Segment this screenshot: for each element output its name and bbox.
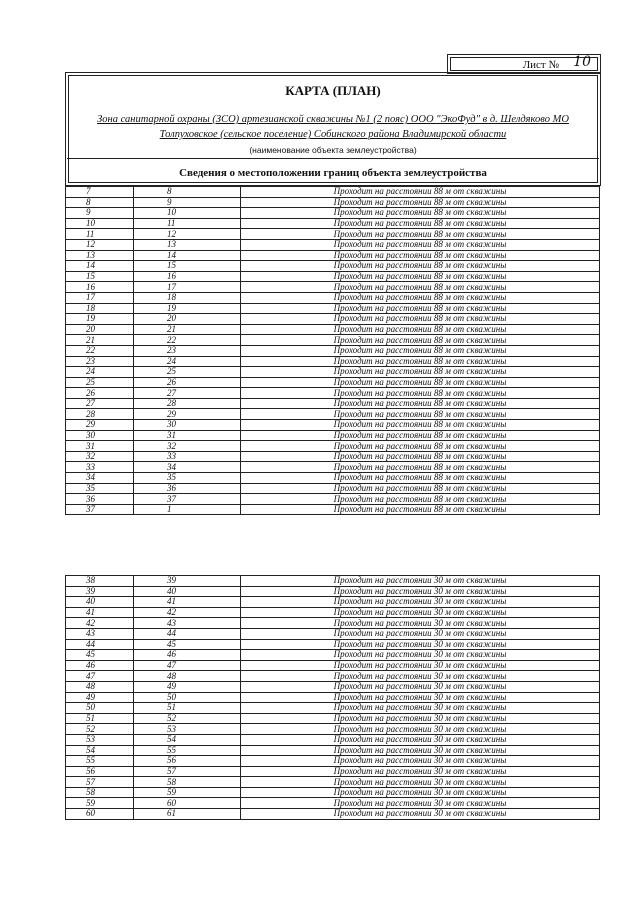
point-from: 22 — [66, 345, 134, 356]
point-from: 45 — [66, 650, 134, 661]
boundary-description: Проходит на расстоянии 88 м от скважины — [241, 462, 600, 473]
table-row — [66, 766, 600, 777]
boundary-table-30m-body — [66, 576, 600, 820]
boundary-description: Проходит на расстоянии 30 м от скважины — [241, 809, 600, 820]
point-to: 25 — [134, 367, 241, 378]
point-to: 56 — [134, 756, 241, 767]
boundary-description: Проходит на расстоянии 88 м от скважины — [241, 239, 600, 250]
point-from: 55 — [66, 756, 134, 767]
point-to: 12 — [134, 229, 241, 240]
table-row — [66, 388, 600, 399]
point-from: 30 — [66, 430, 134, 441]
table-row — [66, 208, 600, 219]
table-row — [66, 292, 600, 303]
point-from: 47 — [66, 671, 134, 682]
point-to: 49 — [134, 681, 241, 692]
point-from: 57 — [66, 777, 134, 788]
table-row — [66, 777, 600, 788]
point-to: 21 — [134, 324, 241, 335]
section-heading: Сведения о местоположении границ объекта землеустройства — [67, 158, 599, 187]
point-from: 43 — [66, 628, 134, 639]
point-to: 37 — [134, 494, 241, 505]
point-to: 52 — [134, 713, 241, 724]
table-row — [66, 618, 600, 629]
boundary-description: Проходит на расстоянии 88 м от скважины — [241, 504, 600, 515]
point-from: 40 — [66, 597, 134, 608]
point-to: 50 — [134, 692, 241, 703]
point-to: 10 — [134, 208, 241, 219]
point-from: 19 — [66, 314, 134, 325]
table-row — [66, 745, 600, 756]
table-row — [66, 282, 600, 293]
point-to: 27 — [134, 388, 241, 399]
table-row — [66, 451, 600, 462]
document-header — [65, 72, 601, 186]
boundary-description: Проходит на расстоянии 88 м от скважины — [241, 250, 600, 261]
table-row — [66, 787, 600, 798]
point-from: 17 — [66, 292, 134, 303]
table-row — [66, 576, 600, 587]
boundary-description: Проходит на расстоянии 30 м от скважины — [241, 628, 600, 639]
point-to: 58 — [134, 777, 241, 788]
boundary-description: Проходит на расстоянии 30 м от скважины — [241, 745, 600, 756]
point-to: 31 — [134, 430, 241, 441]
point-from: 48 — [66, 681, 134, 692]
point-to: 53 — [134, 724, 241, 735]
sheet-label: Лист № — [522, 59, 559, 71]
point-from: 50 — [66, 703, 134, 714]
point-to: 30 — [134, 420, 241, 431]
table-row — [66, 671, 600, 682]
boundary-description: Проходит на расстоянии 88 м от скважины — [241, 473, 600, 484]
table-row — [66, 628, 600, 639]
point-to: 33 — [134, 451, 241, 462]
point-to: 18 — [134, 292, 241, 303]
boundary-description: Проходит на расстоянии 30 м от скважины — [241, 576, 600, 587]
point-from: 46 — [66, 660, 134, 671]
table-row — [66, 409, 600, 420]
boundary-description: Проходит на расстоянии 88 м от скважины — [241, 261, 600, 272]
table-row — [66, 798, 600, 809]
point-from: 42 — [66, 618, 134, 629]
point-from: 32 — [66, 451, 134, 462]
point-to: 60 — [134, 798, 241, 809]
point-to: 43 — [134, 618, 241, 629]
point-to: 55 — [134, 745, 241, 756]
table-row — [66, 430, 600, 441]
boundary-description: Проходит на расстоянии 30 м от скважины — [241, 798, 600, 809]
table-row — [66, 504, 600, 515]
boundary-description: Проходит на расстоянии 30 м от скважины — [241, 734, 600, 745]
boundary-table-88m — [65, 186, 600, 515]
boundary-description: Проходит на расстоянии 30 м от скважины — [241, 692, 600, 703]
table-row — [66, 187, 600, 198]
point-to: 42 — [134, 607, 241, 618]
boundary-description: Проходит на расстоянии 88 м от скважины — [241, 356, 600, 367]
boundary-description: Проходит на расстоянии 88 м от скважины — [241, 430, 600, 441]
point-to: 19 — [134, 303, 241, 314]
point-from: 26 — [66, 388, 134, 399]
boundary-table-88m-body — [66, 187, 600, 515]
table-row — [66, 345, 600, 356]
boundary-description: Проходит на расстоянии 88 м от скважины — [241, 303, 600, 314]
table-row — [66, 756, 600, 767]
point-from: 58 — [66, 787, 134, 798]
sheet-number: 10 — [573, 54, 591, 70]
point-to: 48 — [134, 671, 241, 682]
point-from: 52 — [66, 724, 134, 735]
table-row — [66, 650, 600, 661]
table-row — [66, 681, 600, 692]
point-to: 36 — [134, 483, 241, 494]
boundary-description: Проходит на расстоянии 88 м от скважины — [241, 441, 600, 452]
boundary-description: Проходит на расстоянии 30 м от скважины — [241, 766, 600, 777]
table-row — [66, 734, 600, 745]
table-row — [66, 377, 600, 388]
table-row — [66, 724, 600, 735]
point-from: 34 — [66, 473, 134, 484]
point-to: 8 — [134, 187, 241, 198]
table-row — [66, 597, 600, 608]
boundary-description: Проходит на расстоянии 30 м от скважины — [241, 660, 600, 671]
point-to: 29 — [134, 409, 241, 420]
boundary-description: Проходит на расстоянии 88 м от скважины — [241, 197, 600, 208]
point-from: 35 — [66, 483, 134, 494]
table-row — [66, 229, 600, 240]
boundary-description: Проходит на расстоянии 88 м от скважины — [241, 218, 600, 229]
point-from: 41 — [66, 607, 134, 618]
point-to: 17 — [134, 282, 241, 293]
boundary-description: Проходит на расстоянии 30 м от скважины — [241, 597, 600, 608]
sheet-number-box — [447, 54, 601, 74]
table-row — [66, 660, 600, 671]
point-from: 60 — [66, 809, 134, 820]
point-from: 27 — [66, 398, 134, 409]
table-row — [66, 335, 600, 346]
point-from: 16 — [66, 282, 134, 293]
boundary-description: Проходит на расстоянии 88 м от скважины — [241, 208, 600, 219]
point-to: 26 — [134, 377, 241, 388]
point-from: 53 — [66, 734, 134, 745]
table-row — [66, 271, 600, 282]
table-row — [66, 639, 600, 650]
boundary-description: Проходит на расстоянии 30 м от скважины — [241, 756, 600, 767]
boundary-description: Проходит на расстоянии 88 м от скважины — [241, 367, 600, 378]
point-to: 32 — [134, 441, 241, 452]
boundary-description: Проходит на расстоянии 30 м от скважины — [241, 681, 600, 692]
point-to: 40 — [134, 586, 241, 597]
point-from: 18 — [66, 303, 134, 314]
point-to: 13 — [134, 239, 241, 250]
boundary-description: Проходит на расстоянии 88 м от скважины — [241, 335, 600, 346]
boundary-description: Проходит на расстоянии 88 м от скважины — [241, 271, 600, 282]
boundary-description: Проходит на расстоянии 88 м от скважины — [241, 187, 600, 198]
point-to: 16 — [134, 271, 241, 282]
point-from: 25 — [66, 377, 134, 388]
table-row — [66, 692, 600, 703]
boundary-description: Проходит на расстоянии 30 м от скважины — [241, 713, 600, 724]
point-to: 59 — [134, 787, 241, 798]
point-from: 51 — [66, 713, 134, 724]
point-to: 41 — [134, 597, 241, 608]
boundary-description: Проходит на расстоянии 88 м от скважины — [241, 409, 600, 420]
table-row — [66, 483, 600, 494]
document-header-inner — [68, 75, 598, 183]
boundary-description: Проходит на расстоянии 88 м от скважины — [241, 398, 600, 409]
boundary-description: Проходит на расстоянии 88 м от скважины — [241, 229, 600, 240]
point-from: 10 — [66, 218, 134, 229]
point-to: 9 — [134, 197, 241, 208]
boundary-description: Проходит на расстоянии 88 м от скважины — [241, 377, 600, 388]
point-from: 15 — [66, 271, 134, 282]
table-row — [66, 494, 600, 505]
table-row — [66, 218, 600, 229]
table-row — [66, 441, 600, 452]
point-to: 39 — [134, 576, 241, 587]
point-from: 13 — [66, 250, 134, 261]
point-from: 9 — [66, 208, 134, 219]
point-from: 14 — [66, 261, 134, 272]
point-from: 33 — [66, 462, 134, 473]
boundary-description: Проходит на расстоянии 88 м от скважины — [241, 345, 600, 356]
point-from: 20 — [66, 324, 134, 335]
point-from: 12 — [66, 239, 134, 250]
point-to: 20 — [134, 314, 241, 325]
table-row — [66, 809, 600, 820]
point-from: 39 — [66, 586, 134, 597]
point-to: 28 — [134, 398, 241, 409]
point-from: 24 — [66, 367, 134, 378]
point-to: 46 — [134, 650, 241, 661]
point-to: 11 — [134, 218, 241, 229]
table-row — [66, 367, 600, 378]
boundary-description: Проходит на расстоянии 30 м от скважины — [241, 618, 600, 629]
point-to: 14 — [134, 250, 241, 261]
boundary-description: Проходит на расстоянии 88 м от скважины — [241, 483, 600, 494]
point-to: 24 — [134, 356, 241, 367]
point-to: 35 — [134, 473, 241, 484]
point-from: 31 — [66, 441, 134, 452]
table-row — [66, 398, 600, 409]
table-row — [66, 250, 600, 261]
table-row — [66, 703, 600, 714]
point-to: 44 — [134, 628, 241, 639]
table-row — [66, 420, 600, 431]
table-row — [66, 473, 600, 484]
boundary-description: Проходит на расстоянии 88 м от скважины — [241, 420, 600, 431]
table-row — [66, 586, 600, 597]
boundary-description: Проходит на расстоянии 88 м от скважины — [241, 388, 600, 399]
table-row — [66, 462, 600, 473]
point-from: 11 — [66, 229, 134, 240]
boundary-description: Проходит на расстоянии 30 м от скважины — [241, 703, 600, 714]
point-from: 54 — [66, 745, 134, 756]
point-to: 51 — [134, 703, 241, 714]
boundary-description: Проходит на расстоянии 30 м от скважины — [241, 777, 600, 788]
sheet-number-inner — [450, 54, 598, 71]
point-from: 21 — [66, 335, 134, 346]
page-title: КАРТА (ПЛАН) — [285, 83, 381, 98]
point-to: 22 — [134, 335, 241, 346]
boundary-description: Проходит на расстоянии 88 м от скважины — [241, 314, 600, 325]
point-from: 36 — [66, 494, 134, 505]
table-row — [66, 314, 600, 325]
point-to: 34 — [134, 462, 241, 473]
table-row — [66, 197, 600, 208]
boundary-description: Проходит на расстоянии 30 м от скважины — [241, 650, 600, 661]
table-row — [66, 324, 600, 335]
boundary-table-30m — [65, 575, 600, 820]
table-row — [66, 356, 600, 367]
boundary-description: Проходит на расстоянии 30 м от скважины — [241, 607, 600, 618]
point-from: 23 — [66, 356, 134, 367]
point-to: 45 — [134, 639, 241, 650]
object-name-line-2: Толпуховское (сельское поселение) Собинского района Владимирской области — [159, 129, 507, 140]
point-from: 28 — [66, 409, 134, 420]
object-name — [73, 112, 593, 142]
point-to: 61 — [134, 809, 241, 820]
boundary-description: Проходит на расстоянии 30 м от скважины — [241, 787, 600, 798]
table-row — [66, 607, 600, 618]
boundary-description: Проходит на расстоянии 30 м от скважины — [241, 724, 600, 735]
table-row — [66, 303, 600, 314]
point-to: 57 — [134, 766, 241, 777]
table-row — [66, 261, 600, 272]
boundary-description: Проходит на расстоянии 30 м от скважины — [241, 586, 600, 597]
point-to: 54 — [134, 734, 241, 745]
boundary-description: Проходит на расстоянии 88 м от скважины — [241, 324, 600, 335]
point-from: 56 — [66, 766, 134, 777]
point-to: 15 — [134, 261, 241, 272]
object-name-line-1: Зона санитарной охраны (ЗСО) артезианской скважины №1 (2 пояс) ООО "ЭкоФуд" в д. Шелдяково МО — [97, 114, 569, 125]
point-from: 49 — [66, 692, 134, 703]
point-from: 37 — [66, 504, 134, 515]
boundary-description: Проходит на расстоянии 88 м от скважины — [241, 494, 600, 505]
object-caption: (наименование объекта землеустройства) — [249, 145, 417, 155]
point-from: 8 — [66, 197, 134, 208]
boundary-description: Проходит на расстоянии 88 м от скважины — [241, 292, 600, 303]
point-from: 38 — [66, 576, 134, 587]
point-from: 44 — [66, 639, 134, 650]
boundary-description: Проходит на расстоянии 88 м от скважины — [241, 451, 600, 462]
table-row — [66, 713, 600, 724]
point-to: 1 — [134, 504, 241, 515]
boundary-description: Проходит на расстоянии 30 м от скважины — [241, 639, 600, 650]
point-to: 47 — [134, 660, 241, 671]
boundary-description: Проходит на расстоянии 30 м от скважины — [241, 671, 600, 682]
boundary-description: Проходит на расстоянии 88 м от скважины — [241, 282, 600, 293]
point-from: 29 — [66, 420, 134, 431]
point-from: 7 — [66, 187, 134, 198]
table-row — [66, 239, 600, 250]
point-from: 59 — [66, 798, 134, 809]
point-to: 23 — [134, 345, 241, 356]
